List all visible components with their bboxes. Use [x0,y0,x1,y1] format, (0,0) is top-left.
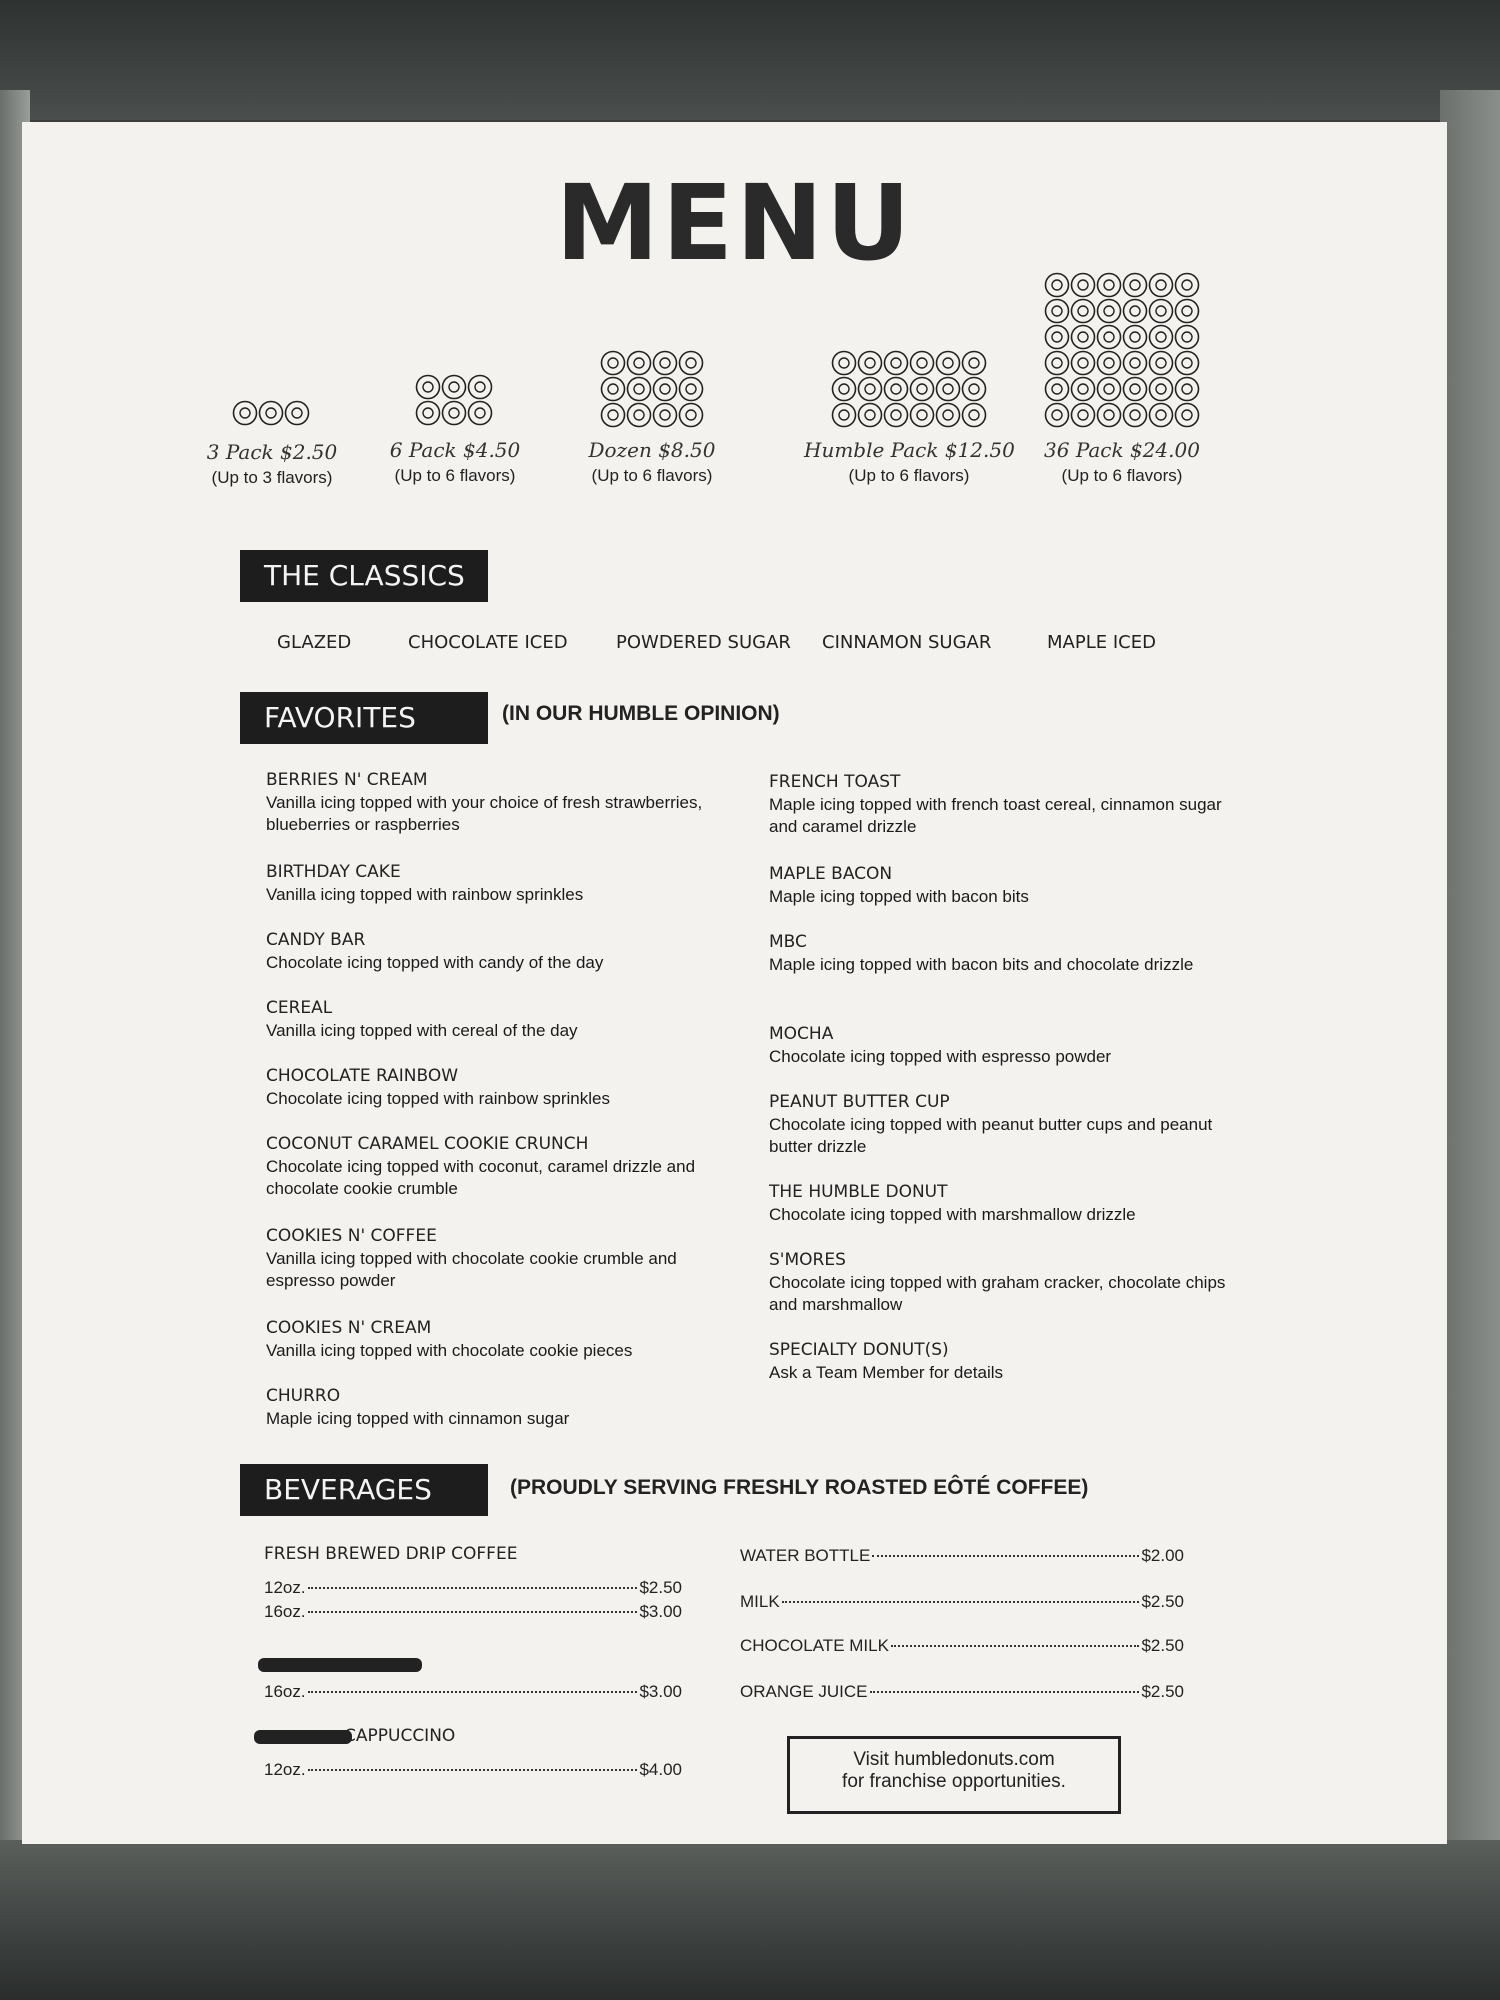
donut-outline [859,378,882,401]
favorites-note: (IN OUR HUMBLE OPINION) [502,702,780,725]
frame-top [0,0,1500,120]
beverages-note: (PROUDLY SERVING FRESHLY ROASTED EÔTÉ COFFEE) [510,1476,1089,1499]
promo-line-2: for franchise opportunities. [842,1771,1066,1792]
donut-hole [423,408,433,418]
fav-desc: Maple icing topped with cinnamon sugar [266,1409,570,1428]
donut-outline [680,352,703,375]
bev-name: CHOCOLATE MILK [740,1636,889,1655]
bev-row [740,1636,1184,1656]
pack-6 [370,374,540,486]
donut-hole [969,358,979,368]
drip-coffee-heading: FRESH BREWED DRIP COFFEE [264,1544,518,1564]
fav-desc: Vanilla icing topped with your choice of fresh strawberries, blueberries or raspberries [266,793,703,834]
bev-name: ORANGE JUICE [740,1682,868,1701]
pack-name: 36 Pack $24.00 [1044,438,1200,462]
fav-item [266,1386,736,1430]
bev-row [740,1546,1184,1566]
donut-outline [1124,326,1147,349]
bev-size: 16oz. [264,1682,306,1701]
pack-3 [192,400,352,488]
donut-hole [240,408,250,418]
fav-item [769,1250,1239,1316]
donut-outline [833,404,856,427]
fav-name: SPECIALTY DONUT(S) [769,1340,949,1360]
donut-hole [1182,332,1192,342]
donut-hole [1130,410,1140,420]
fav-name: BERRIES N' CREAM [266,770,428,790]
fav-name: CANDY BAR [266,930,366,950]
fav-item [769,772,1239,838]
fav-item [266,1318,736,1362]
bev-price: $2.50 [639,1578,682,1597]
donut-hole [1182,306,1192,316]
promo-line-1: Visit humbledonuts.com [853,1749,1055,1770]
favorites-heading: FAVORITES [240,692,488,744]
donut-hole [839,384,849,394]
donut-outline [469,402,492,425]
donut-grid-12-icon [600,350,704,428]
fav-item [266,930,736,974]
donut-hole [1130,332,1140,342]
pack-desc: (Up to 3 flavors) [211,468,333,487]
classic-item: CHOCOLATE ICED [408,632,568,653]
classics-heading: THE CLASSICS [240,550,488,602]
donut-outline [885,404,908,427]
donut-hole [634,384,644,394]
pack-name: 6 Pack $4.50 [389,438,521,462]
cappuccino-heading: CAPPUCCINO [344,1726,456,1746]
fav-name: THE HUMBLE DONUT [769,1182,948,1202]
pack-desc: (Up to 6 flavors) [591,466,713,485]
fav-item [769,1024,1239,1068]
donut-hole [917,358,927,368]
fav-desc: Maple icing topped with bacon bits [769,887,1029,906]
donut-hole [660,358,670,368]
donut-outline [1072,326,1095,349]
donut-outline [1124,352,1147,375]
donut-hole [686,410,696,420]
donut-outline [417,376,440,399]
bev-price: $2.00 [1141,1546,1184,1565]
bev-price: $4.00 [639,1760,682,1779]
donut-outline [286,402,309,425]
classic-item: MAPLE ICED [1047,632,1156,653]
donut-hole [1130,306,1140,316]
donut-outline [1176,274,1199,297]
donut-outline [1098,274,1121,297]
classic-item: GLAZED [277,632,352,653]
fav-desc: Chocolate icing topped with candy of the day [266,953,604,972]
donut-outline [833,378,856,401]
fav-name: MOCHA [769,1024,834,1044]
pack-desc: (Up to 6 flavors) [1061,466,1183,485]
donut-outline [1098,404,1121,427]
bev-size: 12oz. [264,1760,306,1779]
donut-hole [917,410,927,420]
donut-hole [891,358,901,368]
donut-hole [1052,410,1062,420]
donut-hole [608,410,618,420]
leader-dots [308,1769,638,1771]
donut-hole [1052,280,1062,290]
donut-outline [1046,274,1069,297]
donut-outline [602,378,625,401]
bev-row [264,1602,682,1622]
fav-name: CHURRO [266,1386,341,1406]
donut-outline [628,404,651,427]
donut-hole [1104,306,1114,316]
leader-dots [308,1587,638,1589]
donut-hole [865,410,875,420]
donut-outline [1072,404,1095,427]
donut-outline [654,378,677,401]
donut-outline [911,378,934,401]
donut-outline [654,352,677,375]
donut-hole [1182,358,1192,368]
donut-outline [963,404,986,427]
donut-hole [686,384,696,394]
donut-outline [1124,274,1147,297]
donut-hole [865,384,875,394]
donut-outline [1072,352,1095,375]
donut-outline [1072,300,1095,323]
bev-size: 16oz. [264,1602,306,1621]
bev-price: $2.50 [1141,1636,1184,1655]
franchise-promo-box [787,1736,1121,1814]
donut-outline [1150,326,1173,349]
fav-desc: Vanilla icing topped with chocolate cookie pieces [266,1341,633,1360]
donut-outline [417,402,440,425]
donut-hole [1078,306,1088,316]
bev-size: 12oz. [264,1578,306,1597]
donut-outline [937,378,960,401]
donut-hole [1156,384,1166,394]
donut-hole [1052,384,1062,394]
bev-row [264,1682,682,1702]
leader-dots [782,1601,1140,1603]
fav-name: COOKIES N' CREAM [266,1318,432,1338]
donut-outline [963,352,986,375]
fav-item [266,998,736,1042]
leader-dots [308,1691,638,1693]
fav-desc: Ask a Team Member for details [769,1363,1003,1382]
fav-item [266,770,736,836]
fav-name: COCONUT CARAMEL COOKIE CRUNCH [266,1134,589,1154]
menu-title: MENU [555,162,914,284]
fav-item [266,1066,736,1110]
donut-grid-36-icon [1044,272,1200,428]
donut-hole [1078,384,1088,394]
donut-grid-3-icon [232,400,312,430]
donut-outline [602,352,625,375]
donut-hole [634,410,644,420]
donut-hole [449,382,459,392]
donut-outline [234,402,257,425]
fav-desc: Maple icing topped with bacon bits and chocolate drizzle [769,955,1194,974]
donut-outline [1176,352,1199,375]
donut-grid-18-icon [831,350,987,428]
bev-row [264,1760,682,1780]
donut-hole [1156,410,1166,420]
fav-name: COOKIES N' COFFEE [266,1226,437,1246]
donut-outline [680,404,703,427]
fav-desc: Chocolate icing topped with peanut butter cups and peanut butter drizzle [769,1115,1213,1156]
donut-hole [1104,410,1114,420]
donut-outline [469,376,492,399]
pack-dozen [562,350,742,486]
donut-outline [1150,404,1173,427]
fav-name: CHOCOLATE RAINBOW [266,1066,459,1086]
donut-outline [1150,352,1173,375]
donut-hole [475,408,485,418]
fav-item [769,932,1239,976]
donut-outline [1150,300,1173,323]
donut-outline [1046,352,1069,375]
donut-outline [963,378,986,401]
donut-outline [937,404,960,427]
donut-hole [891,410,901,420]
donut-outline [1176,300,1199,323]
fav-name: FRENCH TOAST [769,772,901,792]
donut-hole [891,384,901,394]
donut-hole [969,410,979,420]
donut-hole [292,408,302,418]
donut-outline [1098,352,1121,375]
donut-outline [260,402,283,425]
donut-outline [1124,404,1147,427]
classic-item: POWDERED SUGAR [616,632,791,653]
classic-item: CINNAMON SUGAR [822,632,992,653]
donut-outline [628,352,651,375]
donut-outline [1176,404,1199,427]
donut-hole [1104,384,1114,394]
leader-dots [872,1555,1139,1557]
redaction-scribble [254,1730,352,1744]
donut-hole [1052,332,1062,342]
donut-outline [443,376,466,399]
fav-desc: Chocolate icing topped with marshmallow drizzle [769,1205,1136,1224]
fav-name: BIRTHDAY CAKE [266,862,401,882]
pack-36 [1017,272,1227,486]
donut-hole [1182,280,1192,290]
donut-outline [1124,300,1147,323]
fav-item [266,1226,736,1292]
fav-desc: Chocolate icing topped with rainbow sprinkles [266,1089,610,1108]
donut-hole [1104,280,1114,290]
donut-hole [423,382,433,392]
donut-hole [266,408,276,418]
donut-outline [885,352,908,375]
donut-hole [634,358,644,368]
fav-item [769,1092,1239,1158]
donut-hole [917,384,927,394]
donut-hole [1130,280,1140,290]
donut-hole [1130,358,1140,368]
donut-outline [654,404,677,427]
redaction-scribble [258,1658,422,1672]
donut-outline [443,402,466,425]
fav-desc: Chocolate icing topped with graham cracker, chocolate chips and marshmallow [769,1273,1226,1314]
fav-item [769,864,1239,908]
bev-name: WATER BOTTLE [740,1546,871,1565]
pack-name: 3 Pack $2.50 [206,440,338,464]
donut-hole [1078,410,1088,420]
bev-price: $2.50 [1141,1592,1184,1611]
donut-hole [865,358,875,368]
bev-price: $3.00 [639,1602,682,1621]
donut-hole [1052,358,1062,368]
donut-outline [1098,378,1121,401]
donut-outline [1046,404,1069,427]
fav-item [266,1134,736,1200]
donut-outline [859,352,882,375]
donut-hole [839,410,849,420]
donut-outline [885,378,908,401]
fav-name: S'MORES [769,1250,846,1270]
donut-outline [1176,326,1199,349]
donut-hole [1182,410,1192,420]
donut-outline [1150,274,1173,297]
donut-hole [1156,332,1166,342]
donut-outline [628,378,651,401]
donut-hole [943,410,953,420]
donut-hole [1104,358,1114,368]
donut-outline [937,352,960,375]
donut-outline [1072,274,1095,297]
fav-desc: Chocolate icing topped with coconut, caramel drizzle and chocolate cookie crumble [266,1157,696,1198]
donut-hole [943,384,953,394]
donut-hole [1078,280,1088,290]
leader-dots [870,1691,1140,1693]
donut-hole [1052,306,1062,316]
bev-row [740,1682,1184,1702]
donut-outline [859,404,882,427]
donut-hole [608,358,618,368]
fav-item [266,862,736,906]
donut-outline [1176,378,1199,401]
donut-grid-6-icon [415,374,495,428]
donut-hole [969,384,979,394]
donut-hole [475,382,485,392]
donut-hole [608,384,618,394]
donut-hole [943,358,953,368]
donut-outline [680,378,703,401]
donut-outline [911,352,934,375]
bev-row [740,1592,1184,1612]
beverages-heading: BEVERAGES [240,1464,488,1516]
donut-outline [1124,378,1147,401]
fav-item [769,1182,1239,1226]
fav-desc: Vanilla icing topped with rainbow sprinkles [266,885,584,904]
pack-name: Dozen $8.50 [588,438,716,462]
donut-outline [1046,326,1069,349]
bev-price: $3.00 [639,1682,682,1701]
fav-name: MAPLE BACON [769,864,893,884]
pack-name: Humble Pack $12.50 [804,438,1015,462]
fav-desc: Vanilla icing topped with cereal of the day [266,1021,578,1040]
donut-hole [1156,280,1166,290]
donut-hole [1104,332,1114,342]
donut-hole [1078,358,1088,368]
donut-hole [686,358,696,368]
donut-hole [1182,384,1192,394]
donut-hole [660,410,670,420]
donut-hole [1156,358,1166,368]
donut-hole [660,384,670,394]
pack-humble [804,350,1014,486]
menu-paper [22,122,1447,1844]
frame-right [1440,90,1500,1850]
donut-outline [602,404,625,427]
donut-outline [1072,378,1095,401]
donut-outline [833,352,856,375]
donut-outline [1098,300,1121,323]
donut-hole [839,358,849,368]
bev-row [264,1578,682,1598]
donut-outline [911,404,934,427]
donut-hole [1156,306,1166,316]
pack-desc: (Up to 6 flavors) [848,466,970,485]
fav-desc: Maple icing topped with french toast cereal, cinnamon sugar and caramel drizzle [769,795,1222,836]
donut-outline [1046,378,1069,401]
bev-name: MILK [740,1592,780,1611]
frame-bottom [0,1840,1500,2000]
fav-name: PEANUT BUTTER CUP [769,1092,950,1112]
donut-outline [1046,300,1069,323]
bev-price: $2.50 [1141,1682,1184,1701]
fav-desc: Vanilla icing topped with chocolate cookie crumble and espresso powder [266,1249,677,1290]
donut-outline [1098,326,1121,349]
donut-outline [1150,378,1173,401]
donut-hole [1078,332,1088,342]
leader-dots [308,1611,638,1613]
fav-name: CEREAL [266,998,333,1018]
leader-dots [891,1645,1140,1647]
fav-desc: Chocolate icing topped with espresso powder [769,1047,1112,1066]
donut-hole [1130,384,1140,394]
fav-name: MBC [769,932,807,952]
donut-hole [449,408,459,418]
fav-item [769,1340,1239,1384]
pack-desc: (Up to 6 flavors) [394,466,516,485]
